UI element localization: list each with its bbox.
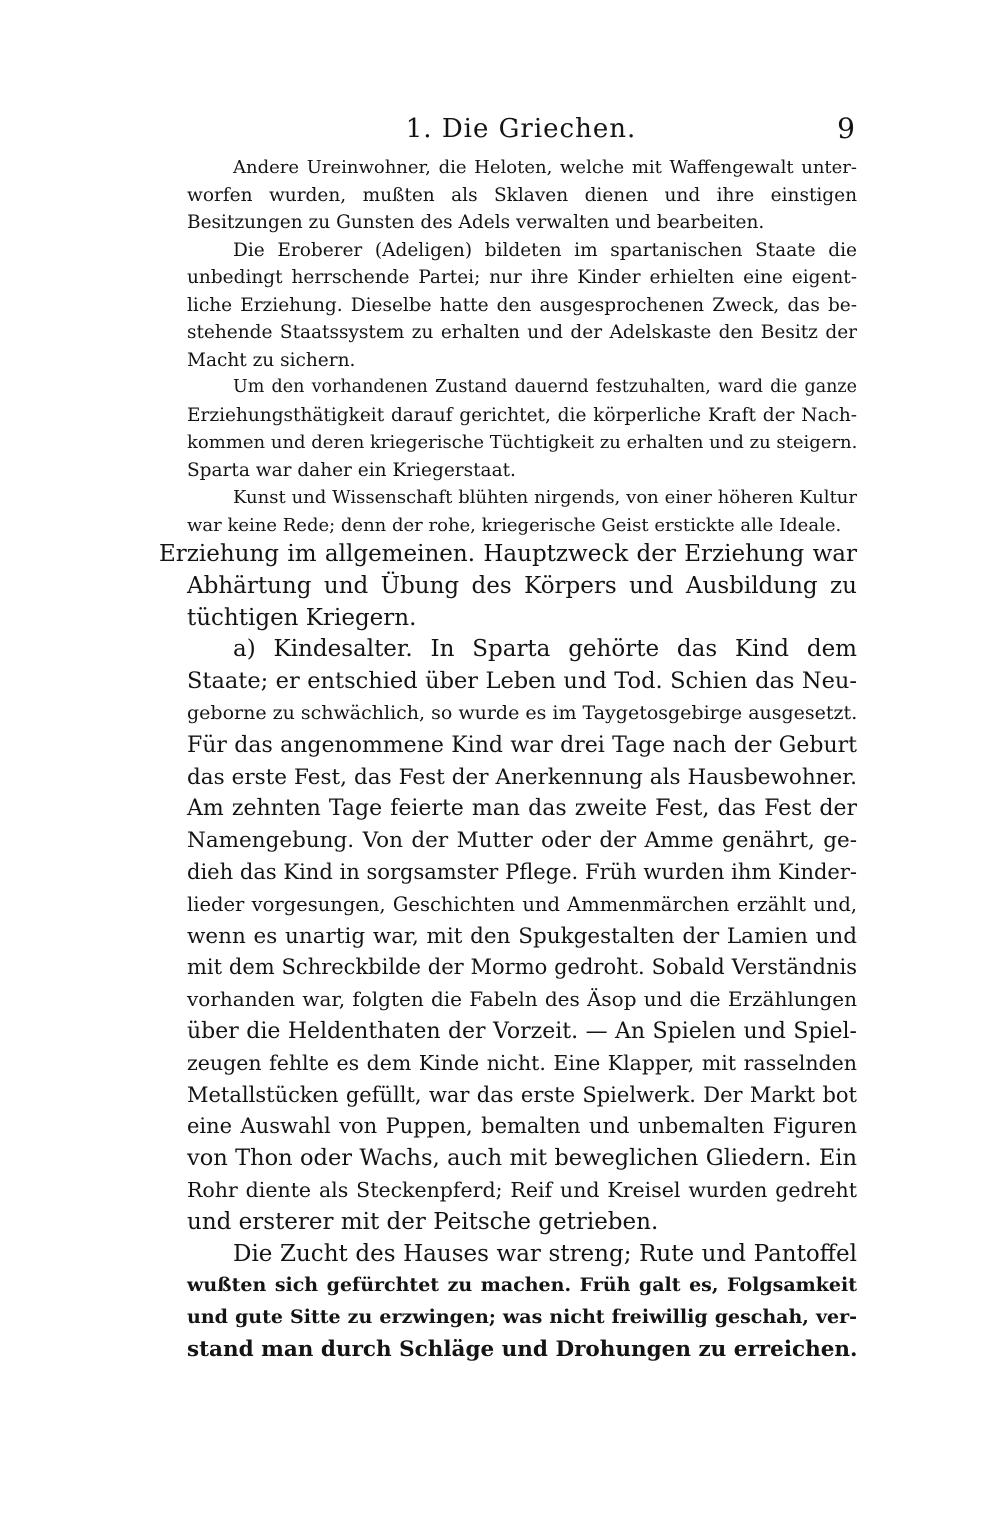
text-line: Metallstücken gefüllt, war das erste Spielwerk. Der Markt bot <box>187 1082 857 1107</box>
running-title: 1. Die Griechen. <box>405 114 637 144</box>
text-line: mit dem Schreckbilde der Mormo gedroht. Sobald Verständnis <box>187 955 857 980</box>
text-line: zeugen fehlte es dem Kinde nicht. Eine Klapper, mit rasselnden <box>187 1050 857 1075</box>
text-line: liche Erziehung. Dieselbe hatte den ausgesprochenen Zweck, das be- <box>187 294 857 316</box>
main-text-section <box>159 539 858 1366</box>
text-line: Sparta war daher ein Kriegerstaat. <box>187 459 516 481</box>
text-line: Für das angenommene Kind war drei Tage nach der Geburt <box>187 732 857 758</box>
text-line: Die Zucht des Hauses war streng; Rute und Pantoffel <box>233 1240 857 1267</box>
small-print-section <box>187 154 857 539</box>
text-line: vorhanden war, folgten die Fabeln des Äsop und die Erzählungen <box>187 987 857 1012</box>
text-line: geborne zu schwächlich, so wurde es im Taygetosgebirge ausgesetzt. <box>187 701 858 724</box>
text-line: dieh das Kind in sorgsamster Pflege. Früh wurden ihm Kinder- <box>187 859 857 884</box>
text-line: Erziehungsthätigkeit darauf gerichtet, die körperliche Kraft der Nach- <box>187 404 857 426</box>
subsection-heading-line: a) Kindesalter. In Sparta gehörte das Kind dem <box>233 636 857 663</box>
text-line: stehende Staatssystem zu erhalten und der Adelskaste den Besitz der <box>187 322 857 343</box>
text-line: stand man durch Schläge und Drohungen zu erreichen. <box>187 1336 858 1362</box>
text-line: Um den vorhandenen Zustand dauernd festzuhalten, ward die ganze <box>233 377 857 397</box>
text-line: Am zehnten Tage feierte man das zweite Fest, das Fest der <box>187 796 857 822</box>
text-line: wenn es unartig war, mit den Spukgestalten der Lamien und <box>187 923 857 949</box>
text-line: war keine Rede; denn der rohe, kriegerische Geist erstickte alle Ideale. <box>187 514 842 536</box>
text-line: von Thon oder Wachs, auch mit beweglichen Gliedern. Ein <box>187 1145 857 1172</box>
text-line: Andere Ureinwohner, die Heloten, welche mit Waffengewalt unter- <box>233 157 857 178</box>
text-line: Kunst und Wissenschaft blühten nirgends, von einer höheren Kultur <box>233 487 857 508</box>
text-line: tüchtigen Kriegern. <box>187 604 417 631</box>
text-line: Staate; er entschied über Leben und Tod. Schien das Neu- <box>187 668 857 695</box>
text-line: wußten sich gefürchtet zu machen. Früh galt es, Folgsamkeit <box>187 1274 857 1297</box>
page-number: 9 <box>837 112 855 145</box>
text-line: lieder vorgesungen, Geschichten und Ammenmärchen erzählt und, <box>187 892 857 916</box>
text-line: und ersterer mit der Peitsche getrieben. <box>187 1208 659 1235</box>
text-line: über die Heldenthaten der Vorzeit. — An Spielen und Spiel- <box>187 1018 857 1044</box>
text-line: worfen wurden, mußten als Sklaven dienen und ihre einstigen <box>187 184 857 206</box>
text-line: das erste Fest, das Fest der Anerkennung als Hausbewohner. <box>187 764 857 790</box>
text-line: Rohr diente als Steckenpferd; Reif und Kreisel wurden gedreht <box>187 1177 857 1202</box>
section-heading-line: Erziehung im allgemeinen. Hauptzweck der Erziehung war <box>159 541 857 567</box>
text-line: unbedingt herrschende Partei; nur ihre Kinder erhielten eine eigent- <box>187 267 857 288</box>
page-header <box>187 110 855 150</box>
text-line: Macht zu sichern. <box>187 349 356 371</box>
text-line: eine Auswahl von Puppen, bemalten und unbemalten Figuren <box>187 1114 857 1139</box>
text-line: Die Eroberer (Adeligen) bildeten im spartanischen Staate die <box>233 239 857 261</box>
text-line: Besitzungen zu Gunsten des Adels verwalten und bearbeiten. <box>187 212 765 233</box>
text-line: und gute Sitte zu erzwingen; was nicht freiwillig geschah, ver- <box>187 1306 857 1329</box>
text-line: Namengebung. Von der Mutter oder der Amme genährt, ge- <box>187 828 857 854</box>
text-line: Abhärtung und Übung des Körpers und Ausbildung zu <box>187 572 857 599</box>
text-line: kommen und deren kriegerische Tüchtigkeit zu erhalten und zu steigern. <box>187 432 858 453</box>
